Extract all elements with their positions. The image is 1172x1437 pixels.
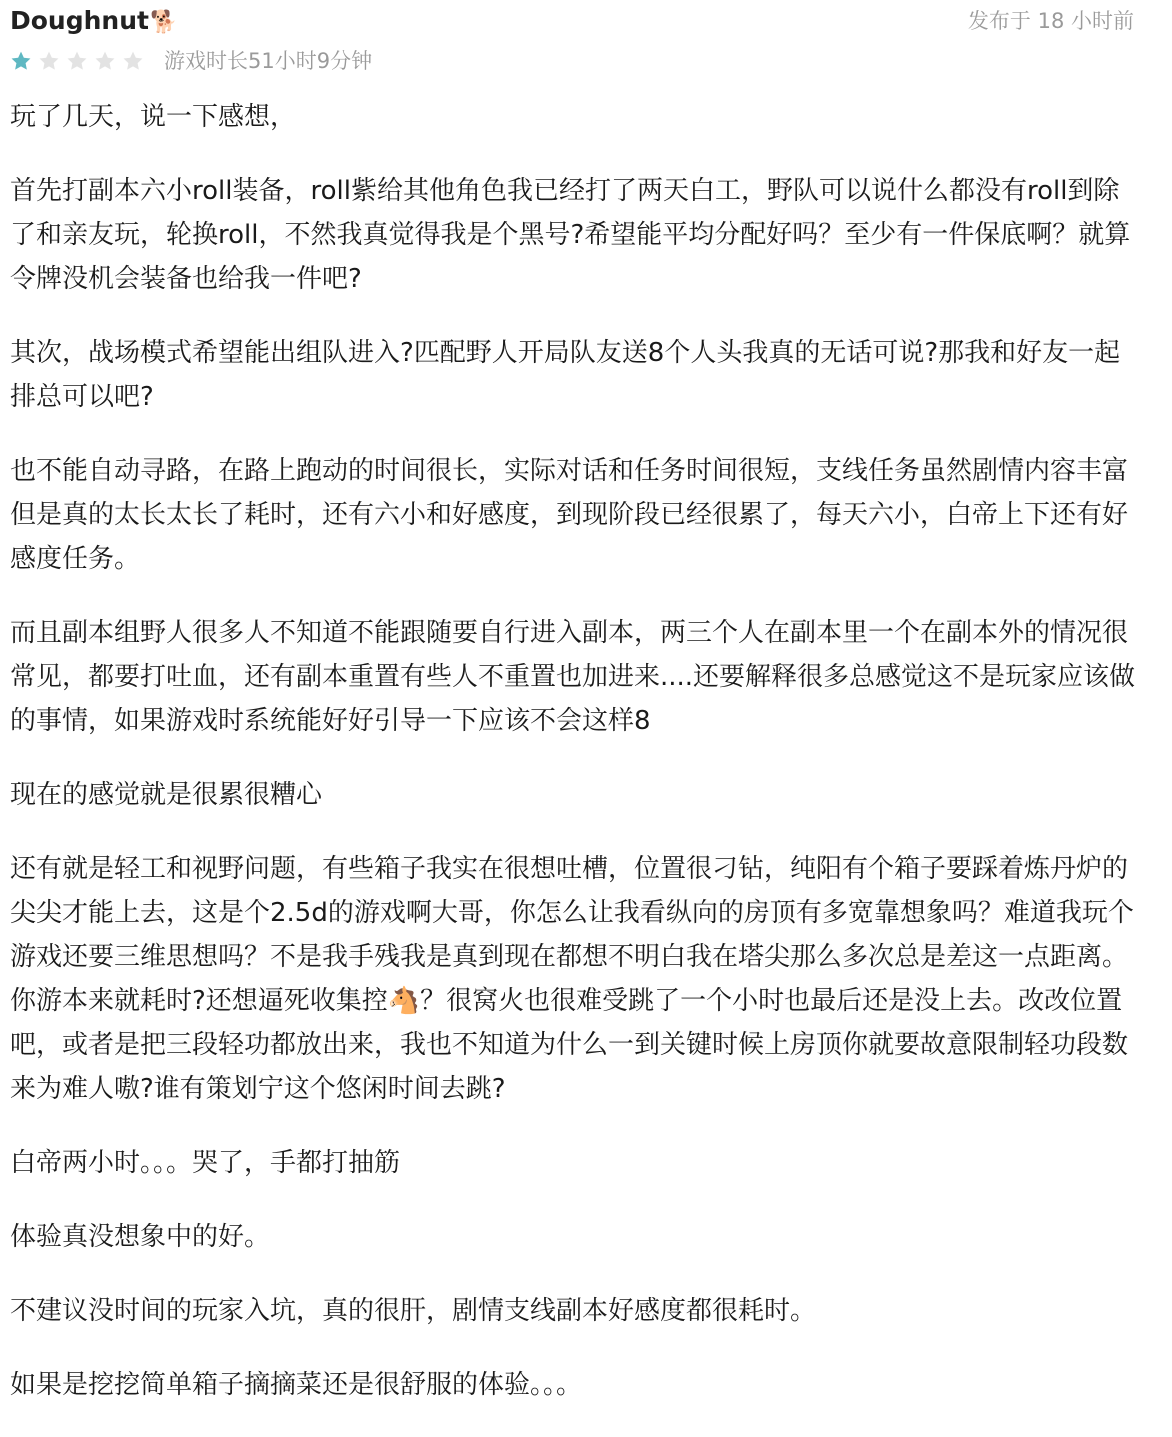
star-empty-icon [94, 50, 116, 72]
review-meta [10, 44, 372, 78]
review-paragraph: 也不能自动寻路，在路上跑动的时间很长，实际对话和任务时间很短，支线任务虽然剧情内容丰富但是真的太长太长了耗时，还有六小和好感度，到现阶段已经很累了，每天六小，白帝上下还有好感度任务。 [10, 456, 1129, 574]
author-name-text[interactable]: Doughnut [10, 6, 149, 35]
review-paragraph: 现在的感觉就是很累很糟心 [10, 780, 323, 810]
review-body [10, 95, 1140, 1437]
author-name[interactable] [10, 4, 177, 40]
review-paragraph: 而且副本组野人很多人不知道不能跟随要自行进入副本，两三个人在副本里一个在副本外的情况很常见，都要打吐血，还有副本重置有些人不重置也加进来....还要解释很多总感觉这不是玩家应该做的事情，如果游戏时系统能好好引导一下应该不会这样8 [10, 618, 1136, 736]
review-paragraph: 玩了几天，说一下感想， [10, 102, 297, 132]
review-paragraph: 如果是挖挖简单箱子摘摘菜还是很舒服的体验。。。 [10, 1370, 583, 1400]
review-paragraph: 首先打副本六小roll装备，roll紫给其他角色我已经打了两天白工，野队可以说什么都没有roll到除了和亲友玩，轮换roll，不然我真觉得我是个黑号?希望能平均分配好吗？至少有一件保底啊？就算令牌没机会装备也给我一件吧? [10, 176, 1131, 294]
playtime: 游戏时长51小时9分钟 [164, 49, 373, 73]
review-header [10, 4, 1134, 38]
review-paragraph: 不建议没时间的玩家入坑，真的很肝，剧情支线副本好感度都很耗时。 [10, 1296, 817, 1326]
review-paragraph: 还有就是轻工和视野问题，有些箱子我实在很想吐槽，位置很刁钻，纯阳有个箱子要踩着炼丹炉的尖尖才能上去，这是个2.5d的游戏啊大哥，你怎么让我看纵向的房顶有多宽靠想象吗？难道我玩个游戏还要三维思想吗？不是我手残我是真到现在都想不明白我在塔尖那么多次总是差这一点距离。你游本来就耗时?还想逼死收集控🐴？很窝火也很难受跳了一个小时也最后还是没上去。改改位置吧，或者是把三段轻功都放出来，我也不知道为什么一到关键时候上房顶你就要故意限制轻功段数来为难人嗷?谁有策划宁这个悠闲时间去跳? [10, 854, 1134, 1104]
star-filled-icon [10, 50, 32, 72]
dog-emoji-icon: 🐕 [149, 10, 178, 35]
star-empty-icon [66, 50, 88, 72]
published-time: 发布于 18 小时前 [967, 9, 1134, 33]
star-empty-icon [38, 50, 60, 72]
review-paragraph: 其次，战场模式希望能出组队进入?匹配野人开局队友送8个人头我真的无话可说?那我和好友一起排总可以吧? [10, 338, 1121, 412]
star-rating [10, 50, 150, 72]
star-empty-icon [122, 50, 144, 72]
review-paragraph: 白帝两小时。。。哭了，手都打抽筋 [10, 1148, 401, 1178]
review-paragraph: 体验真没想象中的好。 [10, 1222, 271, 1252]
